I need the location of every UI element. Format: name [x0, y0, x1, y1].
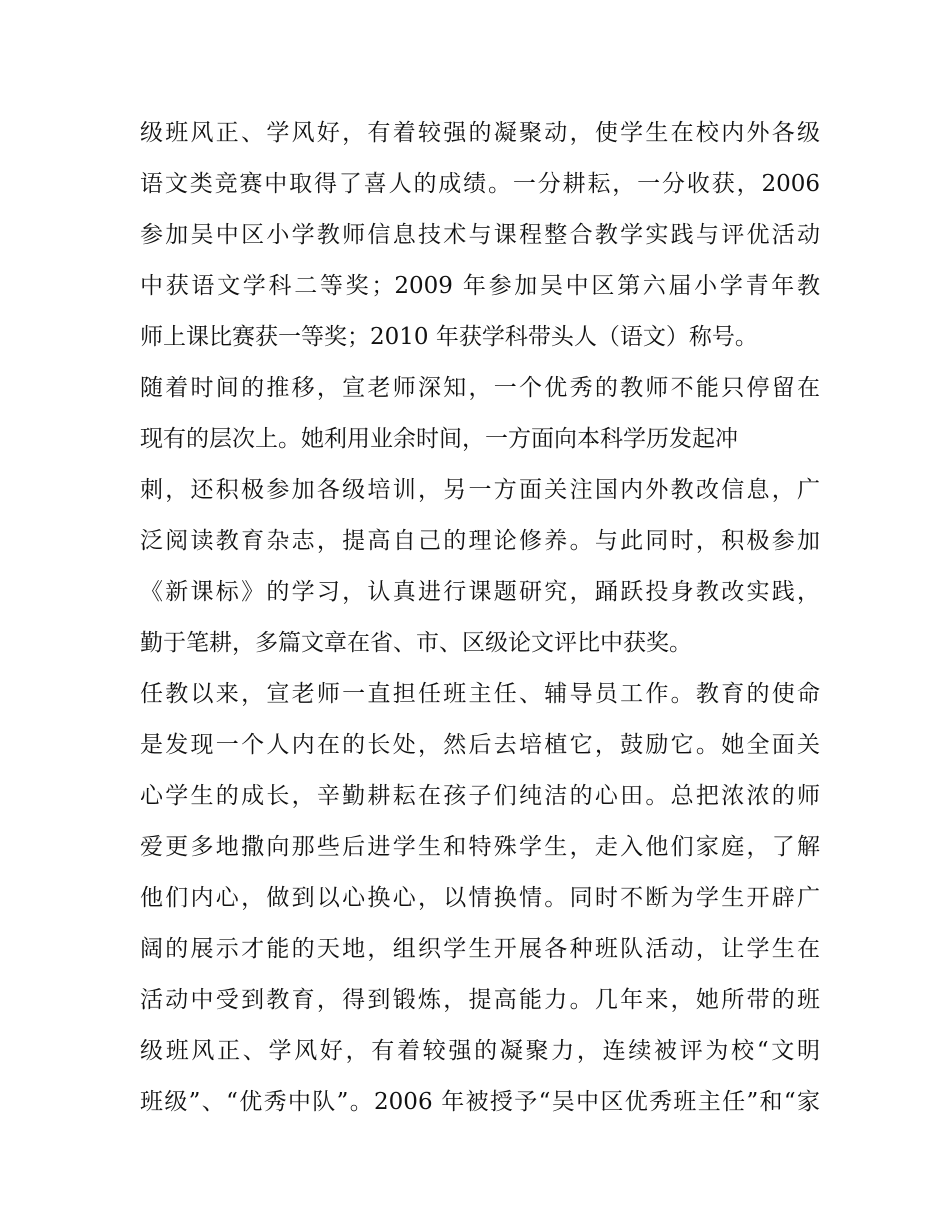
text-line: 级班风正、学风好，有着较强的凝聚动，使学生在校内外各级 [140, 120, 820, 146]
text-line: 参加吴中区小学教师信息技术与课程整合教学实践与评优活动 [140, 222, 820, 248]
text-line: 爱更多地撒向那些后进学生和特殊学生，走入他们家庭，了解 [140, 834, 820, 860]
text-line: 中获语文学科二等奖；2009 年参加吴中区第六届小学青年教 [140, 273, 820, 299]
text-line: 勤于笔耕，多篇文章在省、市、区级论文评比中获奖。 [140, 630, 692, 656]
text-line: 师上课比赛获一等奖；2010 年获学科带头人（语文）称号。 [140, 324, 758, 350]
text-line: 随着时间的推移，宣老师深知，一个优秀的教师不能只停留在 [140, 375, 820, 401]
body-text [140, 108, 820, 1128]
text-line: 活动中受到教育，得到锻炼，提高能力。几年来，她所带的班 [140, 987, 820, 1013]
text-line: 他们内心，做到以心换心，以情换情。同时不断为学生开辟广 [140, 885, 820, 911]
text-line: 班级”、“优秀中队”。2006 年被授予“吴中区优秀班主任”和“家 [140, 1089, 820, 1115]
text-line: 刺，还积极参加各级培训，另一方面关注国内外教改信息，广 [140, 477, 820, 503]
text-line: 泛阅读教育杂志，提高自己的理论修养。与此同时，积极参加 [140, 528, 820, 554]
text-line: 是发现一个人内在的长处，然后去培植它，鼓励它。她全面关 [140, 732, 820, 758]
text-line: 语文类竞赛中取得了喜人的成绩。一分耕耘，一分收获，2006 [140, 171, 820, 197]
text-line: 现有的层次上。她利用业余时间，一方面向本科学历发起冲 [140, 426, 738, 452]
text-line: 心学生的成长，辛勤耕耘在孩子们纯洁的心田。总把浓浓的师 [140, 783, 820, 809]
text-line: 阔的展示才能的天地，组织学生开展各种班队活动，让学生在 [140, 936, 820, 962]
text-line: 任教以来，宣老师一直担任班主任、辅导员工作。教育的使命 [140, 681, 820, 707]
text-line: 《新课标》的学习，认真进行课题研究，踊跃投身教改实践， [140, 579, 820, 605]
text-line: 级班风正、学风好，有着较强的凝聚力，连续被评为校“文明 [140, 1038, 820, 1064]
